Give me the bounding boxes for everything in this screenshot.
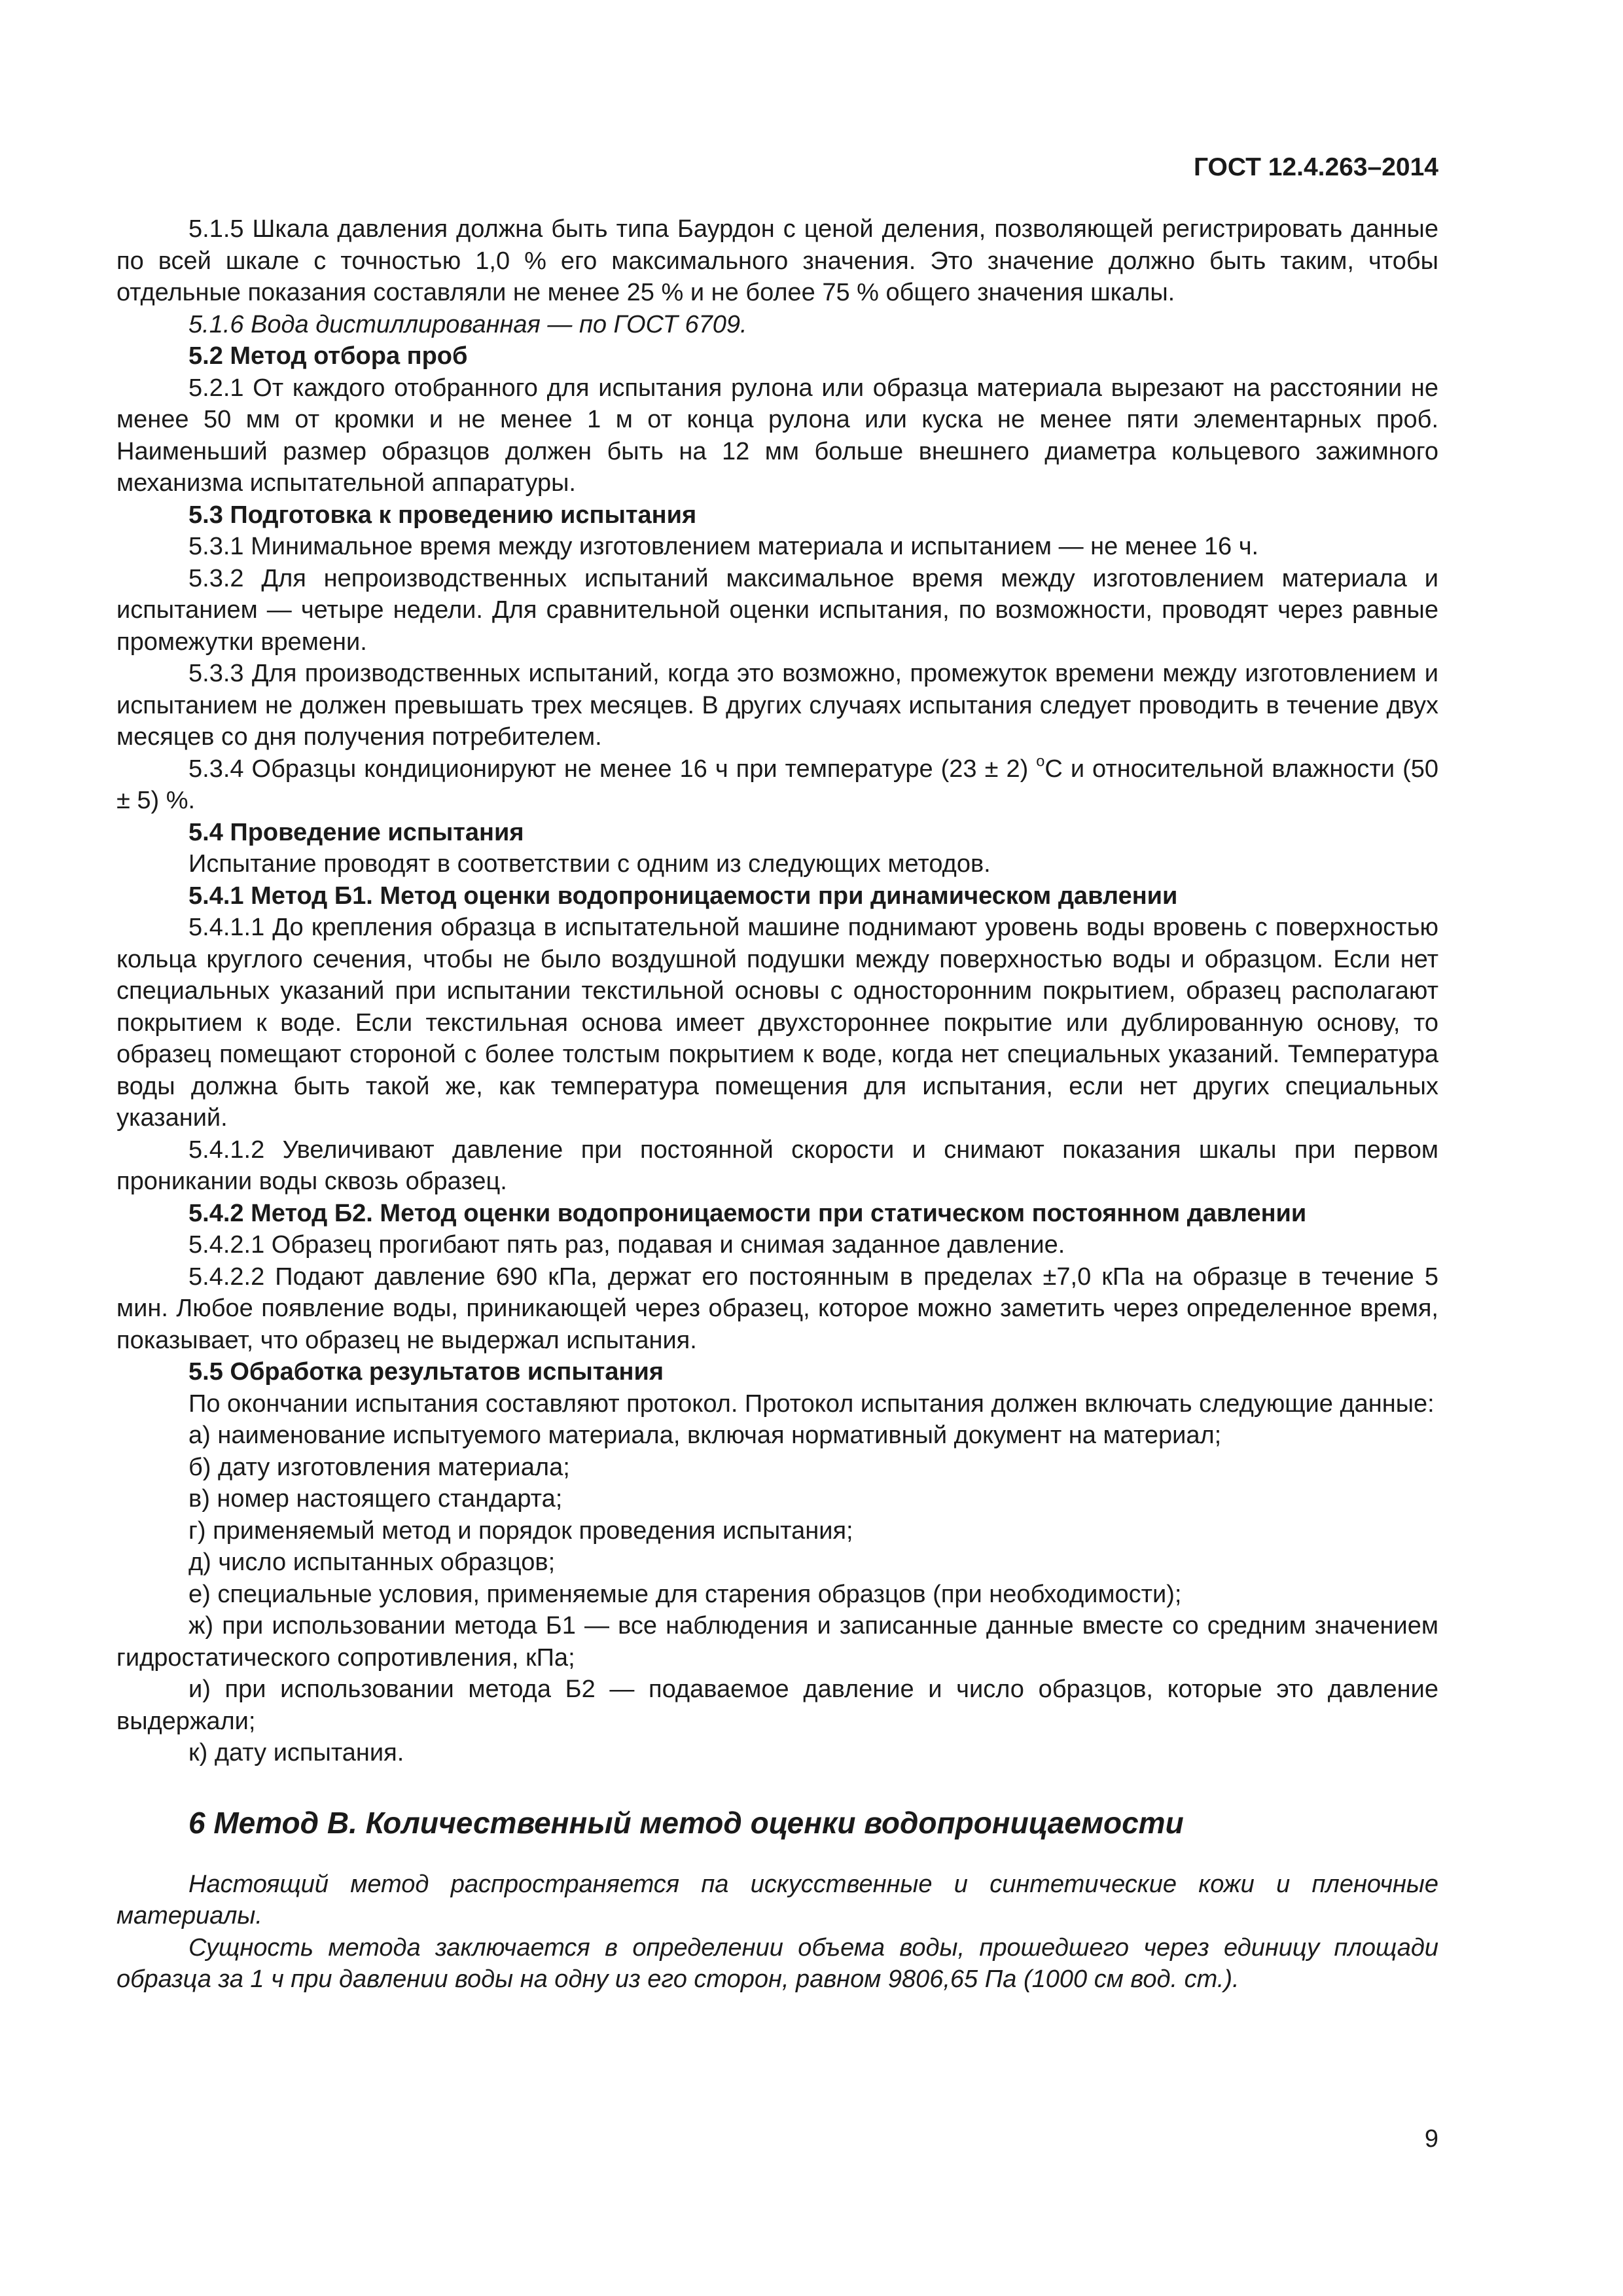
list-item-d: д) число испытанных образцов; — [188, 1549, 556, 1576]
heading-5-2: 5.2 Метод отбора проб — [188, 342, 468, 370]
paragraph-5-3-4-end: С и относительной влажности (50 ± 5) %. — [116, 755, 1438, 814]
degree-superscript: o — [1036, 752, 1045, 770]
paragraph-5-4-2-2: 5.4.2.2 Подают давление 690 кПа, держат его постоянным в пределах ±7,0 кПа на образце в течение 5 мин. Любое появление воды, приникающей через образец, которое можно заметить через определенное время, показывает, что образец не выдержал испытания. — [116, 1263, 1438, 1354]
list-item-zh: ж) при использовании метода Б1 — все наблюдения и записанные данные вместе со средним значением гидростатического сопротивления, кПа; — [116, 1612, 1438, 1672]
list-item-b: б) дату изготовления материала; — [188, 1453, 570, 1481]
list-item-k: к) дату испытания. — [188, 1739, 404, 1767]
paragraph-5-2-1: 5.2.1 От каждого отобранного для испытания рулона или образца материала вырезают на расстоянии не менее 50 мм от кромки и не менее 1 м от конца рулона или куска не менее пяти элементарных проб. Наименьший размер образцов должен быть на 12 мм больше внешнего диаметра кольцевого зажимного механизма испытательной аппаратуры. — [116, 374, 1438, 497]
list-item-e: е) специальные условия, применяемые для старения образцов (при необходимости); — [188, 1580, 1182, 1608]
heading-5-3: 5.3 Подготовка к проведению испытания — [188, 501, 697, 529]
heading-5-4-1: 5.4.1 Метод Б1. Метод оценки водопроницаемости при динамическом давлении — [188, 882, 1178, 910]
paragraph-5-3-2: 5.3.2 Для непроизводственных испытаний максимальное время между изготовлением материала и испытанием — четыре недели. Для сравнительной оценки испытания, по возможности, проводят через равные промежутки времени. — [116, 564, 1438, 656]
paragraph-6-essence: Сущность метода заключается в определении объема воды, прошедшего через единицу площади образца за 1 ч при давлении воды на одну из его сторон, равном 9806,65 Па (1000 см вод. ст.). — [116, 1933, 1438, 1993]
paragraph-5-5: По окончании испытания составляют протокол. Протокол испытания должен включать следующие данные: — [188, 1390, 1435, 1418]
paragraph-5-4-2-1: 5.4.2.1 Образец прогибают пять раз, подавая и снимая заданное давление. — [188, 1231, 1065, 1259]
heading-5-5: 5.5 Обработка результатов испытания — [188, 1358, 664, 1386]
paragraph-5-4-1-1: 5.4.1.1 До крепления образца в испытательной машине поднимают уровень воды вровень с поверхностью кольца круглого сечения, чтобы не было воздушной подушки между поверхностью воды и образцом. Если нет специальных указаний при испытании текстильной основы с односторонним покрытием, образец располагают покрытием к воде. Если текстильная основа имеет двухстороннее покрытие или дублированную основу, то образец помещают стороной с более толстым покрытием к воде, когда нет специальных указаний. Температура воды должна быть такой же, как температура помещения для испытания, если нет других специальных указаний. — [116, 914, 1438, 1132]
list-item-v: в) номер настоящего стандарта; — [188, 1485, 563, 1513]
paragraph-5-4-1-2: 5.4.1.2 Увеличивают давление при постоянной скорости и снимают показания шкалы при первом проникании воды сквозь образец. — [116, 1136, 1438, 1195]
page-number: 9 — [1424, 2125, 1438, 2153]
paragraph-5-3-4-start: 5.3.4 Образцы кондиционируют не менее 16 ч при температуре (23 ± 2) — [188, 755, 1037, 783]
paragraph-5-4: Испытание проводят в соответствии с одним из следующих методов. — [188, 850, 991, 878]
paragraph-5-3-4 — [116, 753, 1438, 817]
paragraph-6-scope: Настоящий метод распространяется па искусственные и синтетические кожи и пленочные материалы. — [116, 1870, 1438, 1929]
section-6-title: 6 Метод В. Количественный метод оценки водопроницаемости — [188, 1805, 1184, 1840]
list-item-i: и) при использовании метода Б2 — подаваемое давление и число образцов, которые это давление выдержали; — [116, 1676, 1438, 1735]
heading-5-4: 5.4 Проведение испытания — [188, 818, 524, 846]
paragraph-5-3-1: 5.3.1 Минимальное время между изготовлением материала и испытанием — не менее 16 ч. — [188, 533, 1259, 560]
document-body — [116, 213, 1438, 1996]
list-item-g: г) применяемый метод и порядок проведения испытания; — [188, 1516, 853, 1545]
paragraph-5-1-6: 5.1.6 Вода дистиллированная — по ГОСТ 6709. — [188, 310, 747, 338]
paragraph-5-1-5: 5.1.5 Шкала давления должна быть типа Баурдон с ценой деления, позволяющей регистрировать данные по всей шкале с точностью 1,0 % его максимального значения. Это значение должно быть таким, чтобы отдельные показания составляли не менее 25 % и не более 75 % общего значения шкалы. — [116, 215, 1438, 306]
heading-5-4-2: 5.4.2 Метод Б2. Метод оценки водопроницаемости при статическом постоянном давлении — [188, 1199, 1307, 1227]
list-item-a: а) наименование испытуемого материала, включая нормативный документ на материал; — [188, 1422, 1222, 1449]
paragraph-5-3-3: 5.3.3 Для производственных испытаний, когда это возможно, промежуток времени между изготовлением и испытанием не должен превышать трех месяцев. В других случаях испытания следует проводить в течение двух месяцев со дня получения потребителем. — [116, 660, 1438, 751]
document-header: ГОСТ 12.4.263–2014 — [1193, 153, 1438, 181]
